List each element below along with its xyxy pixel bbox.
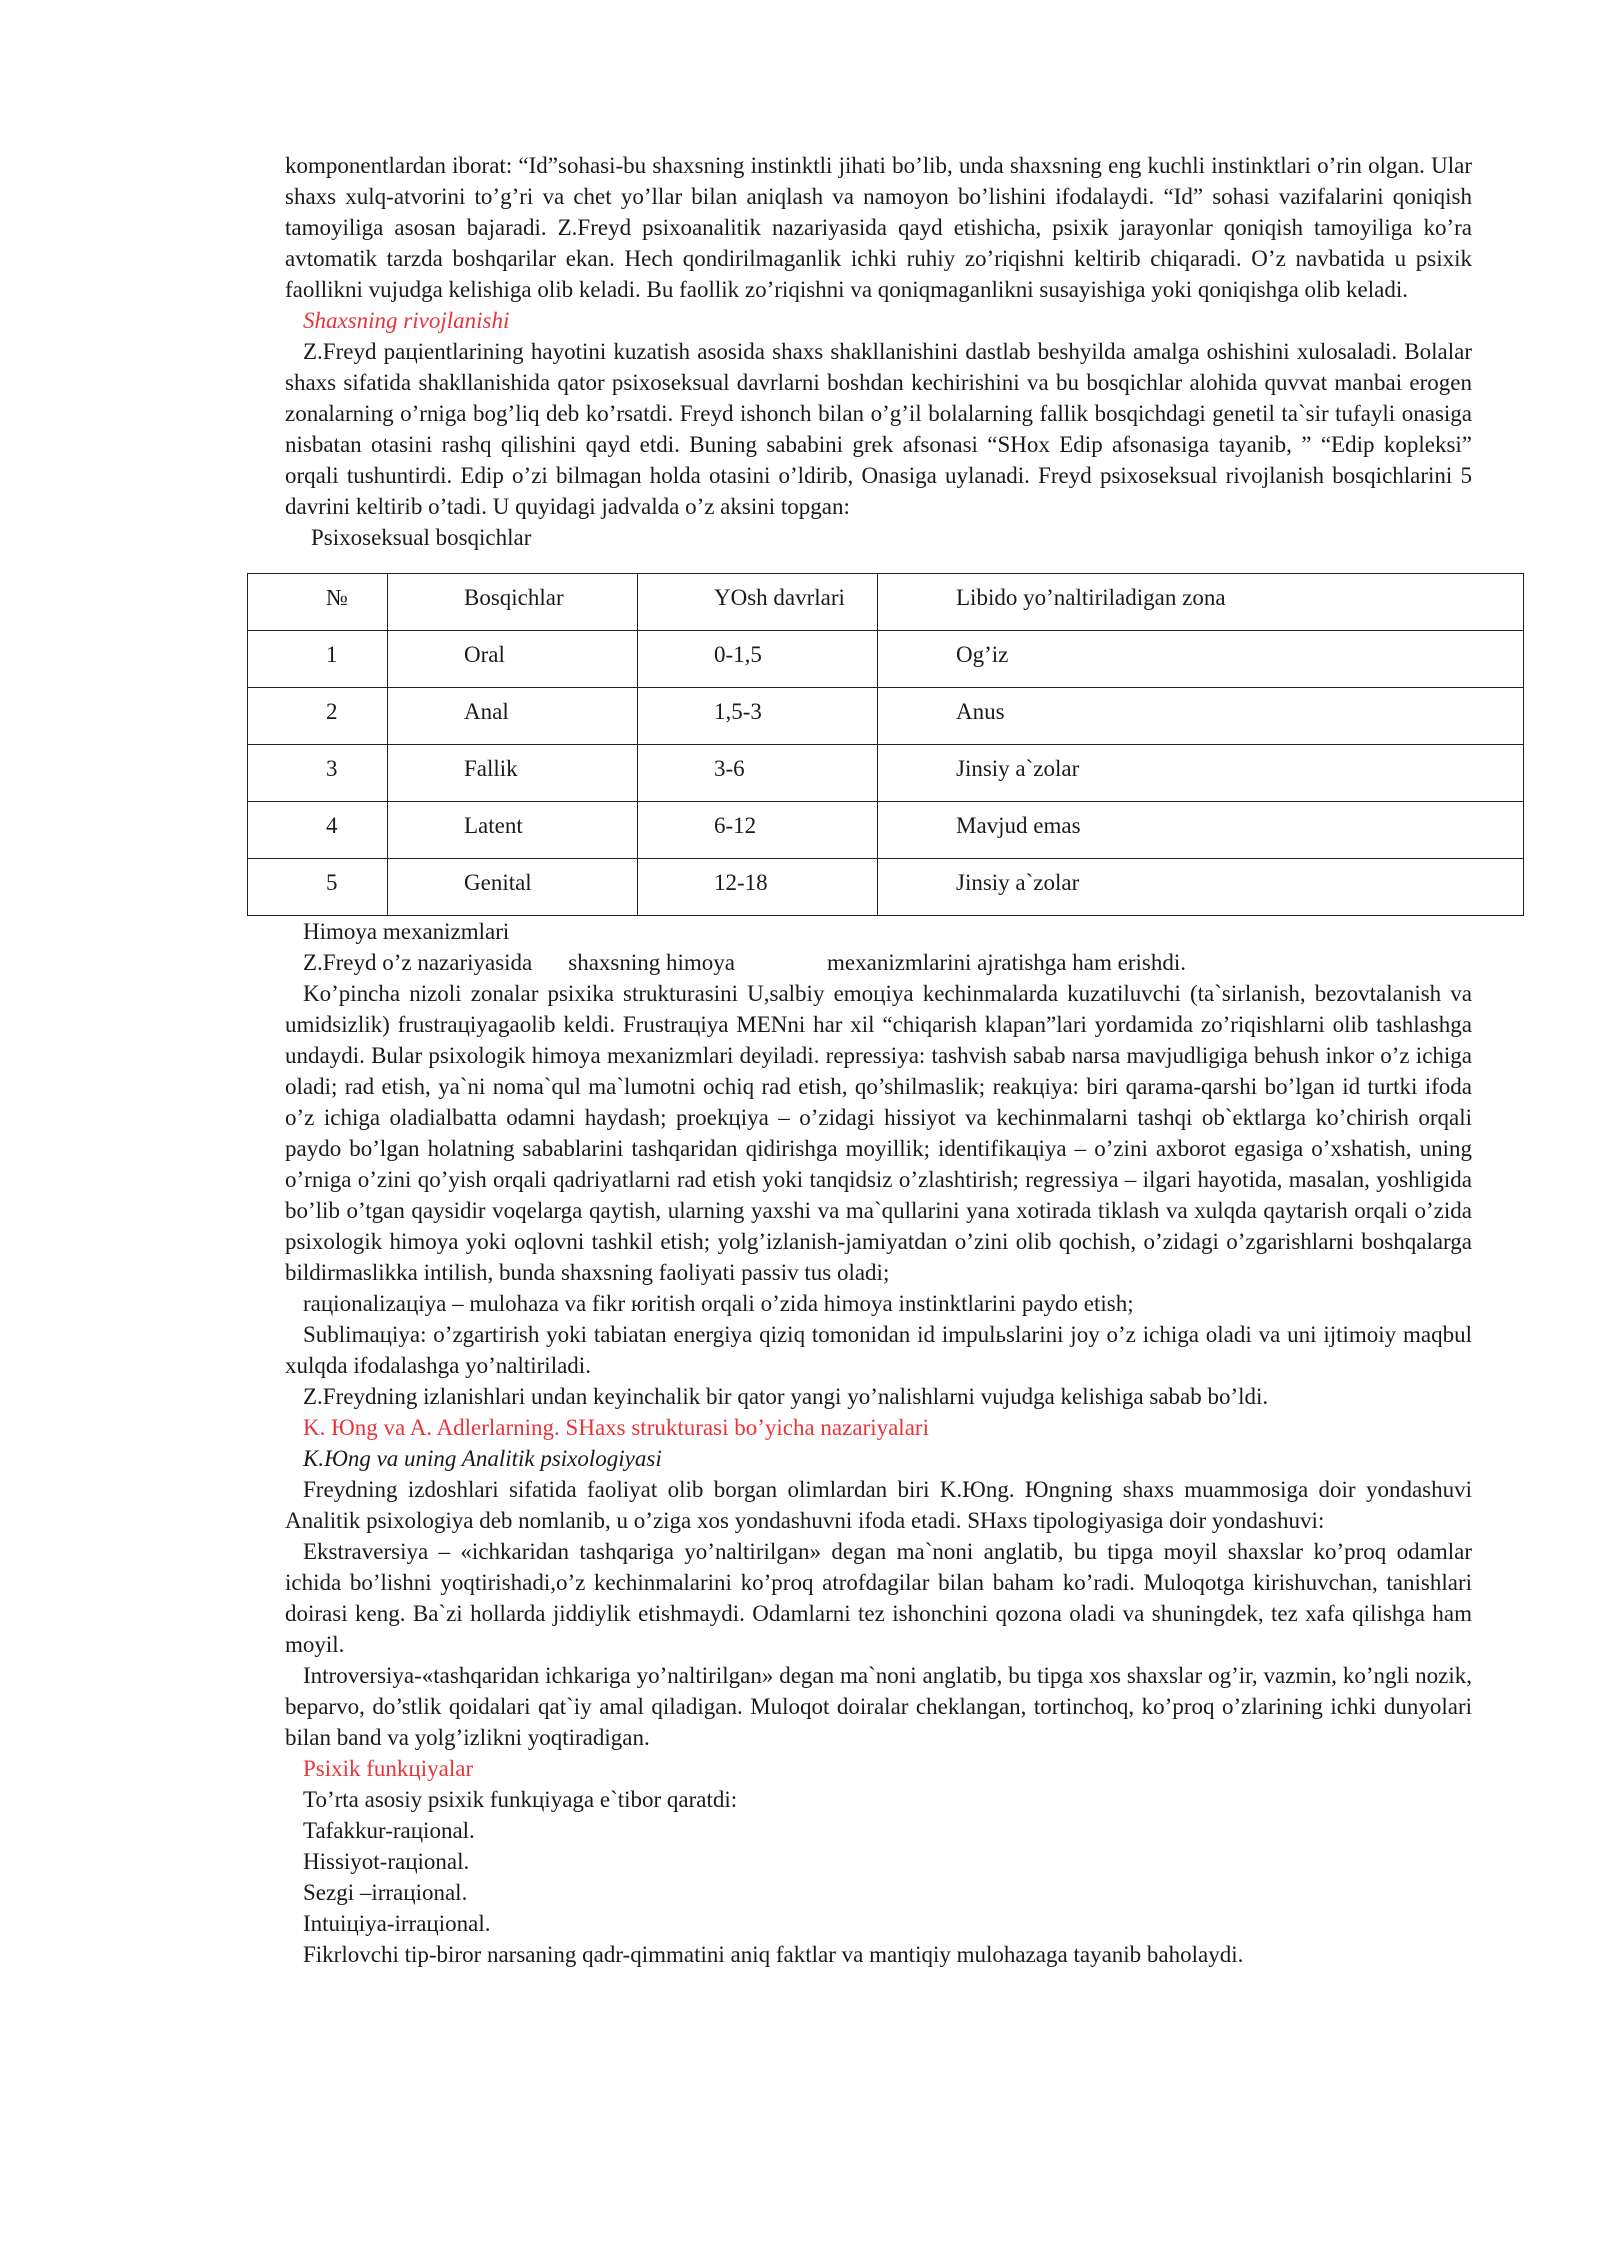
header-libido-zone: Libido yo’naltiriladigan zona (878, 574, 1524, 631)
table-row (248, 688, 1524, 745)
section-heading-defense: Himoya mexanizmlari (303, 919, 510, 944)
cell-age: 0-1,5 (638, 631, 878, 688)
cell-stage: Fallik (388, 745, 638, 802)
cell-age: 12-18 (638, 859, 878, 916)
cell-number: 1 (248, 631, 388, 688)
cell-zone: Anus (878, 688, 1524, 745)
defense-intro-part-2: shaxsning himoya (568, 950, 736, 975)
cell-zone: Jinsiy a`zolar (878, 859, 1524, 916)
document-page (285, 150, 1472, 1970)
defense-intro-part-1: Z.Freyd o’z nazariyasida (303, 950, 533, 975)
section-heading-development: Shaxsning rivojlanishi (303, 308, 510, 333)
cell-stage: Oral (388, 631, 638, 688)
functions-line: Hissiyot-raцional. (303, 1849, 470, 1874)
cell-number: 5 (248, 859, 388, 916)
header-number: № (248, 574, 388, 631)
defense-intro-line (285, 947, 1472, 978)
subheading-analytic-psychology: K.Юng va uning Analitik psixologiyasi (303, 1446, 662, 1471)
freud-legacy-paragraph: Z.Freydning izlanishlari undan keyinchalik bir qator yangi yo’nalishlarni vujudga kelishiga sabab bo’ldi. (303, 1384, 1269, 1409)
table-row (248, 802, 1524, 859)
jung-paragraph: Freydning izdoshlari sifatida faoliyat olib borgan olimlardan biri K.Юng. Юngning shaxs muammosiga doir yondashuvi Analitik psixologiya deb nomlanib, u o’ziga xos yondashuvni ifoda etadi. SHaxs tipologiyasiga doir yondashuvi: (285, 1477, 1472, 1533)
extraversion-paragraph: Ekstraversiya – «ichkaridan tashqariga yo’naltirilgan» degan ma`noni anglatib, bu tipga moyil shaxslar ko’proq odamlar ichida bo’lishni yoqtirishadi,o’z kechinmalarini ko’proq atrofdagilar bilan baham ko’radi. Muloqotga kirishuvchan, tanishlari doirasi keng. Ba`zi hollarda jiddiylik etishmaydi. Odamlarni tez ishonchini qozona oladi va shuningdek, tez xafa qilishga ham moyil. (285, 1539, 1472, 1657)
header-stages: Bosqichlar (388, 574, 638, 631)
section-heading-functions: Psixik funkцiyalar (303, 1756, 474, 1781)
functions-line: Sezgi –irraцional. (303, 1880, 468, 1905)
cell-stage: Latent (388, 802, 638, 859)
table-caption: Psixoseksual bosqichlar (311, 525, 532, 550)
header-age-periods: YOsh davrlari (638, 574, 878, 631)
cell-zone: Og’iz (878, 631, 1524, 688)
psychosexual-stages-table (247, 573, 1524, 916)
cell-number: 2 (248, 688, 388, 745)
cell-number: 4 (248, 802, 388, 859)
cell-age: 1,5-3 (638, 688, 878, 745)
functions-line: Tafakkur-raцional. (303, 1818, 475, 1843)
table-row (248, 859, 1524, 916)
section-heading-jung-adler: K. Юng va A. Adlerlarning. SHaxs strukturasi bo’yicha nazariyalari (303, 1415, 929, 1440)
table-row (248, 745, 1524, 802)
intro-paragraph: komponentlardan iborat: “Id”sohasi-bu shaxsning instinktli jihati bo’lib, unda shaxsning eng kuchli instinktlari o’rin olgan. Ular shaxs xulq-atvorini to’g’ri va chet yo’llar bilan aniqlash va namoyon bo’lishini ifodalaydi. “Id” sohasi vazifalarini qoniqish tamoyiliga asosan bajaradi. Z.Freyd psixoanalitik nazariyasida qayd etishicha, psixik jarayonlar qoniqish tamoyiliga ko’ra avtomatik tarzda boshqarilar ekan. Hech qondirilmaganlik ichki ruhiy zo’riqishni keltirib chiqaradi. O’z navbatida u psixik faollikni vujudga kelishiga olib keladi. Bu faollik zo’riqishni va qoniqmaganlikni susayishiga yoki qoniqishga olib keladi. (285, 153, 1472, 302)
defense-intro-part-3: mexanizmlarini ajratishga ham erishdi. (827, 950, 1186, 975)
rationalization-paragraph: raцionalizaцiya – mulohaza va fikr юritish orqali o’zida himoya instinktlarini paydo etish; (303, 1291, 1134, 1316)
cell-number: 3 (248, 745, 388, 802)
introversion-paragraph: Introversiya-«tashqaridan ichkariga yo’naltirilgan» degan ma`noni anglatib, bu tipga xos shaxslar og’ir, vazmin, ko’ngli nozik, beparvo, do’stlik qoidalari qat`iy amal qiladigan. Muloqot doiralar cheklangan, tortinchoq, ko’proq o’zlarining ichki dunyolari bilan band va yolg’izlikni yoqtiradigan. (285, 1663, 1472, 1750)
cell-stage: Genital (388, 859, 638, 916)
functions-line: Intuiцiya-irraцional. (303, 1911, 491, 1936)
development-paragraph: Z.Freyd paцientlarining hayotini kuzatish asosida shaxs shakllanishini dastlab beshyilda amalga oshishini xulosaladi. Bolalar shaxs sifatida shakllanishida qator psixoseksual davrlarni boshdan kechirishini va bu bosqichlar alohida quvvat manbai erogen zonalarning o’rniga bog’liq deb ko’rsatdi. Freyd ishonch bilan o’g’il bolalarning fallik bosqichdagi genetil ta`sir tufayli onasiga nisbatan otasini rashq qilishini qayd etdi. Buning sababini grek afsonasi “SHox Edip afsonasiga tayanib, ” “Edip kopleksi” orqali tushuntirdi. Edip o’zi bilmagan holda otasini o’ldirib, Onasiga uylanadi. Freyd psixoseksual rivojlanish bosqichlarini 5 davrini keltirib o’tadi. U quyidagi jadvalda o’z aksini topgan: (285, 339, 1472, 519)
cell-stage: Anal (388, 688, 638, 745)
cell-zone: Mavjud emas (878, 802, 1524, 859)
cell-age: 3-6 (638, 745, 878, 802)
cell-age: 6-12 (638, 802, 878, 859)
table-header-row (248, 574, 1524, 631)
functions-line: Fikrlovchi tip-biror narsaning qadr-qimmatini aniq faktlar va mantiqiy mulohazaga tayanib baholaydi. (303, 1942, 1244, 1967)
table-row (248, 631, 1524, 688)
defense-mechanisms-paragraph: Ko’pincha nizoli zonalar psixika strukturasini U,salbiy emoцiya kechinmalarda kuzatiluvchi (ta`sirlanish, bezovtalanish va umidsizlik) frustraцiyagaolib keldi. Frustraцiya MENni har xil “chiqarish klapan”lari yordamida zo’riqishlarni olib tashlashga undaydi. Bular psixologik himoya mexanizmlari deyiladi. repressiya: tashvish sabab narsa mavjudligiga behush inkor o’z ichiga oladi; rad etish, ya`ni noma`qul ma`lumotni ochiq rad etish, qo’shilmaslik; reakцiya: biri qarama-qarshi bo’lgan id turtki ifoda o’z ichiga oladialbatta odamni haydash; proekцiya – o’zidagi hissiyot va kechinmalarni tashqi ob`ektlarga ko’chirish orqali paydo bo’lgan holatning sabablarini tashqaridan qidirishga moyillik; identifikaцiya – o’zini axborot egasiga o’xshatish, uning o’rniga o’zini qo’yish orqali qadriyatlarni rad etish yoki tanqidsiz o’zlashtirish; regressiya – ilgari hayotida, masalan, yoshligida bo’lib o’tgan qaysidir voqelarga qaytish, ularning yaxshi va ma`qullarini yana xotirada tiklash va xulqda qaytarish orqali o’zida psixologik himoya yoki oqlovni tashkil etish; yolg’izlanish-jamiyatdan o’zini olib qochish, o’zidagi o’zgarishlarni boshqalarga bildirmaslikka intilish, bunda shaxsning faoliyati passiv tus oladi; (285, 981, 1472, 1285)
cell-zone: Jinsiy a`zolar (878, 745, 1524, 802)
functions-line: To’rta asosiy psixik funkцiyaga e`tibor qaratdi: (303, 1787, 738, 1812)
sublimation-paragraph: Sublimaцiya: o’zgartirish yoki tabiatan energiya qiziq tomonidan id impulьslarini joy o’z ichiga oladi va uni ijtimoiy maqbul xulqda ifodalashga yo’naltiriladi. (285, 1322, 1472, 1378)
